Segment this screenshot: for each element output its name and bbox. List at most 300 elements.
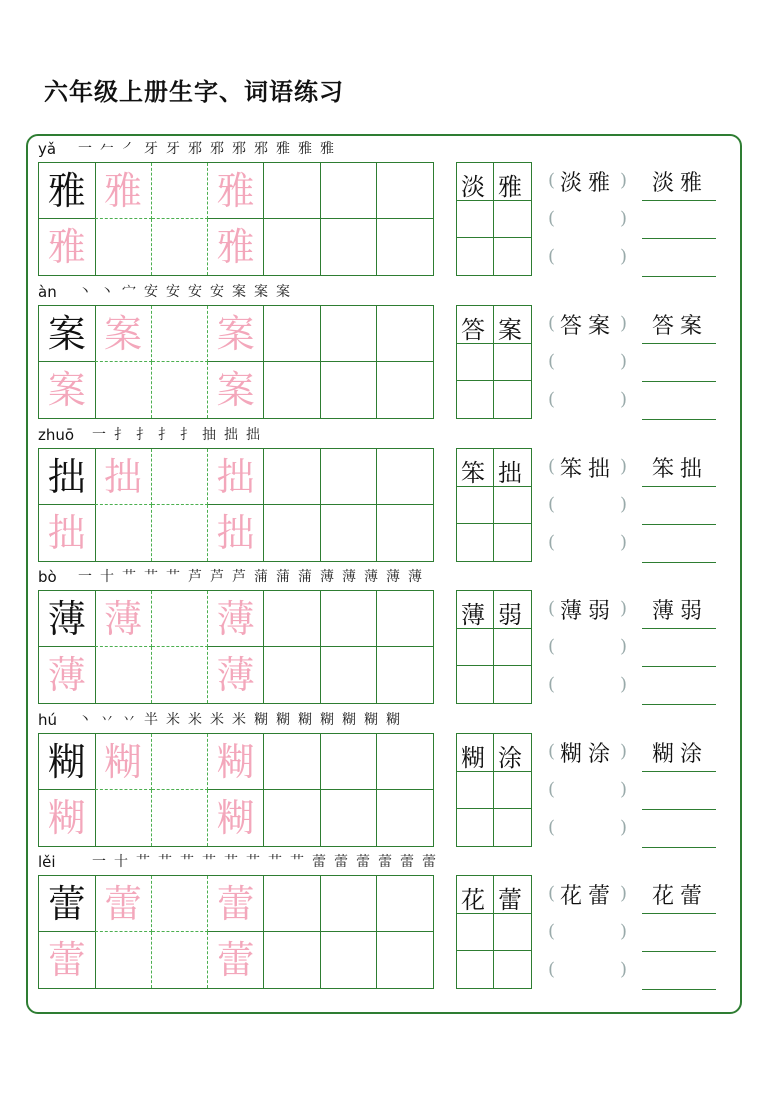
grid-cell[interactable] bbox=[377, 876, 434, 932]
word-cell[interactable] bbox=[457, 487, 494, 525]
stroke-order bbox=[88, 424, 264, 448]
grid-cell[interactable] bbox=[264, 790, 321, 846]
stroke-order bbox=[74, 566, 426, 590]
trace-char: 拙 bbox=[216, 511, 255, 555]
stroke-step: 宀 bbox=[122, 284, 136, 300]
trace-char: 案 bbox=[104, 311, 143, 356]
word-cell[interactable] bbox=[457, 163, 494, 201]
word-box[interactable] bbox=[456, 162, 532, 276]
grid-cell[interactable] bbox=[321, 362, 378, 418]
model-char: 糊 bbox=[47, 739, 86, 784]
stroke-step: 米 bbox=[232, 712, 246, 728]
word-cell[interactable] bbox=[457, 344, 494, 382]
right-paren: ) bbox=[620, 389, 628, 410]
grid-cell[interactable] bbox=[152, 932, 209, 988]
stroke-order bbox=[74, 709, 404, 733]
writing-grid[interactable] bbox=[38, 590, 434, 704]
stroke-step: 拙 bbox=[224, 427, 238, 443]
stroke-step: 艹 bbox=[144, 569, 158, 585]
stroke-step: 安 bbox=[144, 284, 158, 300]
grid-cell[interactable] bbox=[152, 790, 209, 846]
stroke-step: 案 bbox=[254, 284, 268, 300]
model-char: 薄 bbox=[47, 596, 86, 641]
left-paren: ( bbox=[548, 779, 556, 800]
stroke-step: 艹 bbox=[268, 854, 282, 870]
right-paren: ) bbox=[620, 817, 628, 838]
word-cell[interactable] bbox=[457, 449, 494, 487]
stroke-step: 蒲 bbox=[276, 569, 290, 585]
write-line[interactable] bbox=[642, 524, 716, 525]
grid-cell[interactable] bbox=[208, 591, 265, 647]
stroke-step: 薄 bbox=[408, 569, 422, 585]
grid-cell[interactable] bbox=[321, 163, 378, 219]
underline-word: 薄弱 bbox=[652, 599, 709, 624]
stroke-step: 案 bbox=[276, 284, 290, 300]
stroke-step: 蒲 bbox=[254, 569, 268, 585]
grid-cell[interactable] bbox=[321, 647, 378, 703]
write-line[interactable] bbox=[642, 628, 716, 629]
word-box[interactable] bbox=[456, 448, 532, 562]
grid-cell[interactable] bbox=[39, 647, 96, 703]
word-cell[interactable] bbox=[494, 629, 531, 667]
trace-char: 雅 bbox=[216, 225, 255, 269]
word-cell[interactable] bbox=[457, 306, 494, 344]
grid-cell[interactable] bbox=[95, 591, 152, 647]
word-cell[interactable] bbox=[494, 201, 531, 239]
stroke-step: 艹 bbox=[224, 854, 238, 870]
grid-cell[interactable] bbox=[39, 163, 96, 219]
underline-word: 淡雅 bbox=[652, 171, 709, 196]
stroke-step: 扌 bbox=[114, 427, 128, 443]
stroke-step: 雅 bbox=[298, 141, 312, 157]
writing-grid[interactable] bbox=[38, 733, 434, 847]
grid-cell[interactable] bbox=[95, 449, 152, 505]
underline-word: 笨拙 bbox=[652, 457, 709, 482]
stroke-step: 十 bbox=[114, 854, 128, 870]
stroke-step: 扌 bbox=[180, 427, 194, 443]
left-paren: ( bbox=[548, 494, 556, 515]
grid-cell[interactable] bbox=[321, 734, 378, 790]
write-line[interactable] bbox=[642, 562, 716, 563]
stroke-step: 邪 bbox=[232, 141, 246, 157]
stroke-step: 芦 bbox=[188, 569, 202, 585]
grid-cell[interactable] bbox=[321, 449, 378, 505]
word-char: 弱 bbox=[498, 601, 522, 629]
grid-cell[interactable] bbox=[208, 505, 265, 561]
left-paren: ( bbox=[548, 636, 556, 657]
stroke-step: 糊 bbox=[320, 712, 334, 728]
grid-cell[interactable] bbox=[377, 362, 434, 418]
grid-cell[interactable] bbox=[39, 734, 96, 790]
word-char: 糊 bbox=[461, 744, 485, 772]
stroke-step: 一 bbox=[92, 427, 106, 443]
grid-cell[interactable] bbox=[377, 790, 434, 846]
right-paren: ) bbox=[620, 636, 628, 657]
grid-cell[interactable] bbox=[39, 876, 96, 932]
word-cell[interactable] bbox=[494, 487, 531, 525]
word-box[interactable] bbox=[456, 590, 532, 704]
write-line[interactable] bbox=[642, 343, 716, 344]
grid-cell[interactable] bbox=[208, 449, 265, 505]
stroke-step: 雅 bbox=[276, 141, 290, 157]
grid-cell[interactable] bbox=[152, 505, 209, 561]
write-line[interactable] bbox=[642, 951, 716, 952]
stroke-step: 蕾 bbox=[400, 854, 414, 870]
word-cell[interactable] bbox=[457, 666, 494, 704]
left-paren: ( bbox=[548, 883, 556, 904]
grid-cell[interactable] bbox=[264, 449, 321, 505]
grid-cell[interactable] bbox=[377, 163, 434, 219]
grid-cell[interactable] bbox=[377, 219, 434, 275]
model-char: 雅 bbox=[47, 168, 86, 213]
word-cell[interactable] bbox=[457, 809, 494, 847]
grid-cell[interactable] bbox=[152, 163, 209, 219]
grid-cell[interactable] bbox=[152, 306, 209, 362]
grid-cell[interactable] bbox=[95, 647, 152, 703]
left-paren: ( bbox=[548, 208, 556, 229]
write-line[interactable] bbox=[642, 200, 716, 201]
grid-cell[interactable] bbox=[95, 932, 152, 988]
grid-cell[interactable] bbox=[208, 932, 265, 988]
grid-cell[interactable] bbox=[321, 306, 378, 362]
word-cell[interactable] bbox=[494, 914, 531, 952]
grid-cell[interactable] bbox=[264, 647, 321, 703]
word-char: 答 bbox=[461, 316, 485, 344]
word-cell[interactable] bbox=[494, 809, 531, 847]
left-paren: ( bbox=[548, 741, 556, 762]
pinyin-label: yǎ bbox=[38, 140, 57, 158]
stroke-step: 蕾 bbox=[422, 854, 436, 870]
stroke-step: 安 bbox=[166, 284, 180, 300]
grid-cell[interactable] bbox=[321, 591, 378, 647]
left-paren: ( bbox=[548, 313, 556, 334]
stroke-step: 芦 bbox=[210, 569, 224, 585]
grid-cell[interactable] bbox=[208, 362, 265, 418]
left-paren: ( bbox=[548, 921, 556, 942]
write-line[interactable] bbox=[642, 913, 716, 914]
stroke-order bbox=[74, 281, 294, 305]
stroke-step: 安 bbox=[188, 284, 202, 300]
stroke-step: 拙 bbox=[246, 427, 260, 443]
grid-cell[interactable] bbox=[208, 219, 265, 275]
right-paren: ) bbox=[620, 170, 628, 191]
trace-char: 糊 bbox=[216, 796, 255, 840]
pinyin-label: zhuō bbox=[38, 426, 75, 444]
word-char: 案 bbox=[498, 316, 522, 344]
stroke-step: 雅 bbox=[320, 141, 334, 157]
word-cell[interactable] bbox=[494, 238, 531, 276]
model-char: 拙 bbox=[47, 454, 86, 499]
word-cell[interactable] bbox=[457, 951, 494, 989]
stroke-step: 糊 bbox=[364, 712, 378, 728]
grid-cell[interactable] bbox=[95, 790, 152, 846]
grid-cell[interactable] bbox=[152, 591, 209, 647]
stroke-step: 安 bbox=[210, 284, 224, 300]
stroke-step: 一 bbox=[78, 569, 92, 585]
right-paren: ) bbox=[620, 456, 628, 477]
write-line[interactable] bbox=[642, 486, 716, 487]
grid-cell[interactable] bbox=[152, 449, 209, 505]
right-paren: ) bbox=[620, 208, 628, 229]
stroke-step: 蕾 bbox=[356, 854, 370, 870]
grid-cell[interactable] bbox=[264, 876, 321, 932]
grid-cell[interactable] bbox=[264, 163, 321, 219]
grid-cell[interactable] bbox=[39, 932, 96, 988]
paren-word: 花蕾 bbox=[560, 884, 617, 909]
grid-cell[interactable] bbox=[95, 362, 152, 418]
word-cell[interactable] bbox=[457, 524, 494, 562]
grid-cell[interactable] bbox=[95, 734, 152, 790]
trace-char: 雅 bbox=[47, 225, 86, 269]
grid-cell[interactable] bbox=[377, 647, 434, 703]
grid-cell[interactable] bbox=[377, 734, 434, 790]
left-paren: ( bbox=[548, 170, 556, 191]
paren-word: 糊涂 bbox=[560, 742, 617, 767]
grid-cell[interactable] bbox=[264, 932, 321, 988]
char-unit bbox=[38, 851, 728, 991]
model-char: 案 bbox=[47, 311, 86, 356]
stroke-step: 糊 bbox=[298, 712, 312, 728]
left-paren: ( bbox=[548, 389, 556, 410]
stroke-step: 丷 bbox=[122, 712, 136, 728]
stroke-step: 艹 bbox=[246, 854, 260, 870]
left-paren: ( bbox=[548, 674, 556, 695]
char-unit bbox=[38, 424, 728, 564]
grid-cell[interactable] bbox=[264, 505, 321, 561]
writing-grid[interactable] bbox=[38, 448, 434, 562]
word-cell[interactable] bbox=[494, 951, 531, 989]
word-cell[interactable] bbox=[457, 629, 494, 667]
grid-cell[interactable] bbox=[208, 163, 265, 219]
trace-char: 糊 bbox=[216, 739, 255, 784]
stroke-step: 薄 bbox=[320, 569, 334, 585]
word-cell[interactable] bbox=[494, 449, 531, 487]
stroke-step: 糊 bbox=[254, 712, 268, 728]
left-paren: ( bbox=[548, 959, 556, 980]
stroke-step: 薄 bbox=[386, 569, 400, 585]
char-unit bbox=[38, 138, 728, 278]
grid-cell[interactable] bbox=[264, 219, 321, 275]
trace-char: 薄 bbox=[216, 596, 255, 641]
grid-cell[interactable] bbox=[321, 932, 378, 988]
word-box[interactable] bbox=[456, 875, 532, 989]
writing-grid[interactable] bbox=[38, 875, 434, 989]
word-cell[interactable] bbox=[457, 876, 494, 914]
grid-cell[interactable] bbox=[39, 219, 96, 275]
left-paren: ( bbox=[548, 351, 556, 372]
write-line[interactable] bbox=[642, 989, 716, 990]
word-char: 淡 bbox=[461, 173, 485, 201]
grid-cell[interactable] bbox=[264, 306, 321, 362]
pinyin-label: àn bbox=[38, 283, 57, 301]
grid-cell[interactable] bbox=[377, 932, 434, 988]
write-line[interactable] bbox=[642, 666, 716, 667]
grid-cell[interactable] bbox=[208, 876, 265, 932]
grid-cell[interactable] bbox=[208, 306, 265, 362]
stroke-step: 糊 bbox=[342, 712, 356, 728]
grid-cell[interactable] bbox=[208, 647, 265, 703]
stroke-step: 芦 bbox=[232, 569, 246, 585]
grid-cell[interactable] bbox=[321, 505, 378, 561]
grid-cell[interactable] bbox=[95, 306, 152, 362]
trace-char: 雅 bbox=[216, 168, 255, 213]
trace-char: 糊 bbox=[104, 739, 143, 784]
grid-cell[interactable] bbox=[208, 734, 265, 790]
write-line[interactable] bbox=[642, 238, 716, 239]
grid-cell[interactable] bbox=[264, 362, 321, 418]
word-cell[interactable] bbox=[494, 591, 531, 629]
word-char: 笨 bbox=[461, 459, 485, 487]
grid-cell[interactable] bbox=[321, 876, 378, 932]
right-paren: ) bbox=[620, 532, 628, 553]
write-line[interactable] bbox=[642, 381, 716, 382]
word-cell[interactable] bbox=[457, 381, 494, 419]
paren-word: 薄弱 bbox=[560, 599, 617, 624]
writing-grid[interactable] bbox=[38, 162, 434, 276]
char-unit bbox=[38, 709, 728, 849]
stroke-step: 蕾 bbox=[312, 854, 326, 870]
grid-cell[interactable] bbox=[264, 591, 321, 647]
trace-char: 糊 bbox=[47, 796, 86, 840]
grid-cell[interactable] bbox=[152, 647, 209, 703]
word-char: 蕾 bbox=[498, 886, 522, 914]
underline-word: 糊涂 bbox=[652, 742, 709, 767]
word-cell[interactable] bbox=[457, 914, 494, 952]
stroke-step: ㇒ bbox=[122, 141, 136, 157]
word-cell[interactable] bbox=[457, 734, 494, 772]
word-cell[interactable] bbox=[457, 591, 494, 629]
word-cell[interactable] bbox=[457, 772, 494, 810]
stroke-step: 糊 bbox=[386, 712, 400, 728]
grid-cell[interactable] bbox=[264, 734, 321, 790]
grid-cell[interactable] bbox=[39, 505, 96, 561]
grid-cell[interactable] bbox=[321, 219, 378, 275]
stroke-step: 艹 bbox=[136, 854, 150, 870]
word-cell[interactable] bbox=[494, 163, 531, 201]
stroke-step: 十 bbox=[100, 569, 114, 585]
stroke-order bbox=[88, 851, 440, 875]
paren-word: 淡雅 bbox=[560, 171, 617, 196]
word-cell[interactable] bbox=[494, 344, 531, 382]
grid-cell[interactable] bbox=[95, 876, 152, 932]
write-line[interactable] bbox=[642, 419, 716, 420]
stroke-step: 蕾 bbox=[334, 854, 348, 870]
char-unit bbox=[38, 566, 728, 706]
grid-cell[interactable] bbox=[152, 219, 209, 275]
trace-char: 蕾 bbox=[216, 938, 255, 982]
pinyin-label: bò bbox=[38, 568, 57, 586]
word-cell[interactable] bbox=[494, 734, 531, 772]
grid-cell[interactable] bbox=[39, 362, 96, 418]
grid-cell[interactable] bbox=[152, 876, 209, 932]
stroke-step: 艹 bbox=[122, 569, 136, 585]
write-line[interactable] bbox=[642, 847, 716, 848]
stroke-step: 一 bbox=[78, 141, 92, 157]
grid-cell[interactable] bbox=[39, 449, 96, 505]
grid-cell[interactable] bbox=[39, 591, 96, 647]
word-char: 拙 bbox=[498, 459, 522, 487]
grid-cell[interactable] bbox=[152, 734, 209, 790]
grid-cell[interactable] bbox=[377, 449, 434, 505]
word-cell[interactable] bbox=[494, 876, 531, 914]
trace-char: 蕾 bbox=[104, 881, 143, 926]
word-cell[interactable] bbox=[494, 306, 531, 344]
grid-cell[interactable] bbox=[152, 362, 209, 418]
grid-cell[interactable] bbox=[95, 219, 152, 275]
stroke-step: 半 bbox=[144, 712, 158, 728]
right-paren: ) bbox=[620, 883, 628, 904]
write-line[interactable] bbox=[642, 704, 716, 705]
word-cell[interactable] bbox=[494, 524, 531, 562]
stroke-step: 艹 bbox=[202, 854, 216, 870]
grid-cell[interactable] bbox=[95, 163, 152, 219]
left-paren: ( bbox=[548, 246, 556, 267]
stroke-step: 案 bbox=[232, 284, 246, 300]
stroke-step: 米 bbox=[166, 712, 180, 728]
right-paren: ) bbox=[620, 246, 628, 267]
word-cell[interactable] bbox=[494, 381, 531, 419]
stroke-step: 艹 bbox=[290, 854, 304, 870]
stroke-step: 丶 bbox=[78, 284, 92, 300]
word-box[interactable] bbox=[456, 733, 532, 847]
grid-cell[interactable] bbox=[377, 306, 434, 362]
word-cell[interactable] bbox=[494, 772, 531, 810]
grid-cell[interactable] bbox=[377, 505, 434, 561]
stroke-step: 艹 bbox=[158, 854, 172, 870]
right-paren: ) bbox=[620, 921, 628, 942]
trace-char: 蕾 bbox=[216, 881, 255, 926]
stroke-step: 抽 bbox=[202, 427, 216, 443]
grid-cell[interactable] bbox=[39, 306, 96, 362]
grid-cell[interactable] bbox=[39, 790, 96, 846]
trace-char: 薄 bbox=[104, 596, 143, 641]
stroke-step: 米 bbox=[210, 712, 224, 728]
trace-char: 拙 bbox=[216, 454, 255, 499]
word-cell[interactable] bbox=[457, 201, 494, 239]
stroke-step: 扌 bbox=[158, 427, 172, 443]
word-char: 花 bbox=[461, 886, 485, 914]
stroke-step: 牙 bbox=[166, 141, 180, 157]
grid-cell[interactable] bbox=[208, 790, 265, 846]
underline-word: 答案 bbox=[652, 314, 709, 339]
stroke-step: 蒲 bbox=[298, 569, 312, 585]
paren-word: 答案 bbox=[560, 314, 617, 339]
stroke-step: 扌 bbox=[136, 427, 150, 443]
trace-char: 蕾 bbox=[47, 938, 86, 982]
stroke-step: 丶 bbox=[78, 712, 92, 728]
right-paren: ) bbox=[620, 313, 628, 334]
trace-char: 案 bbox=[47, 368, 86, 412]
word-cell[interactable] bbox=[457, 238, 494, 276]
stroke-step: 艹 bbox=[180, 854, 194, 870]
word-cell[interactable] bbox=[494, 666, 531, 704]
grid-cell[interactable] bbox=[377, 591, 434, 647]
right-paren: ) bbox=[620, 779, 628, 800]
word-box[interactable] bbox=[456, 305, 532, 419]
stroke-step: 𠂉 bbox=[100, 141, 114, 157]
trace-char: 薄 bbox=[216, 653, 255, 697]
word-char: 涂 bbox=[498, 744, 522, 772]
grid-cell[interactable] bbox=[95, 505, 152, 561]
stroke-step: 邪 bbox=[254, 141, 268, 157]
write-line[interactable] bbox=[642, 809, 716, 810]
write-line[interactable] bbox=[642, 276, 716, 277]
writing-grid[interactable] bbox=[38, 305, 434, 419]
grid-cell[interactable] bbox=[321, 790, 378, 846]
stroke-step: 邪 bbox=[188, 141, 202, 157]
write-line[interactable] bbox=[642, 771, 716, 772]
trace-char: 拙 bbox=[47, 511, 86, 555]
